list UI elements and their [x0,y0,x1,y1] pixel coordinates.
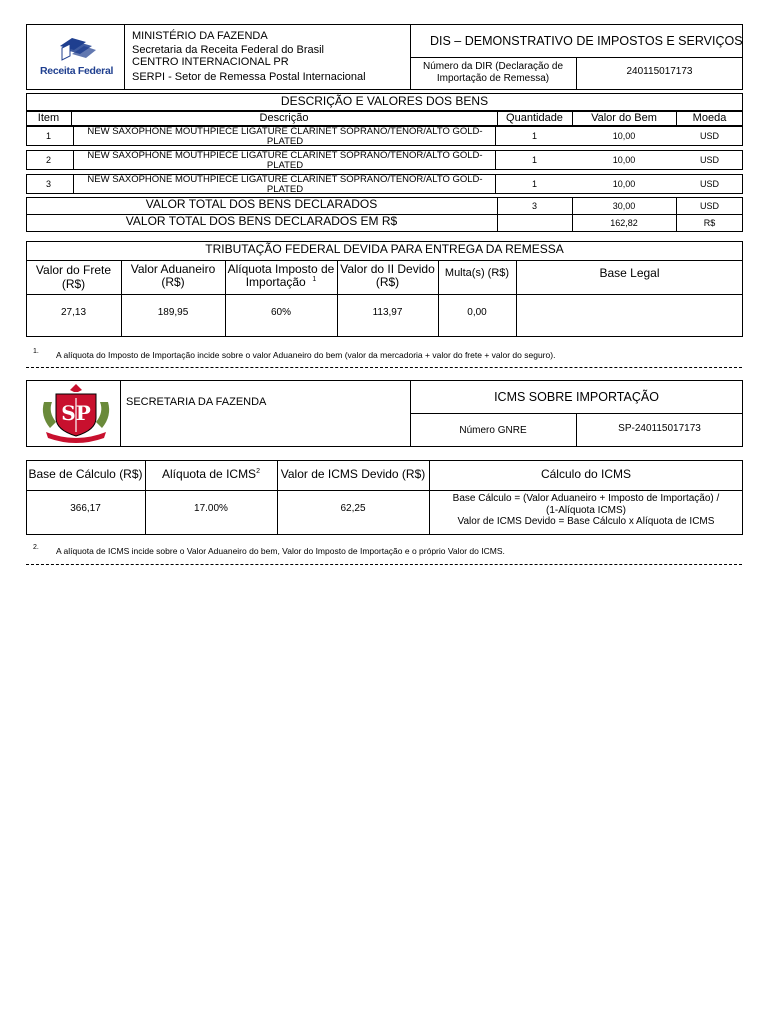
col-ii-2: (R$) [375,275,400,289]
sp-seal-logo [38,382,114,445]
goods-section-title: DESCRIÇÃO E VALORES DOS BENS [280,94,489,108]
total-brl-label: VALOR TOTAL DOS BENS DECLARADOS EM R$ [125,214,398,228]
page-title: DIS – DEMONSTRATIVO DE IMPOSTOS E SERVIÇOS [430,34,743,48]
col-calculo-icms: Cálculo do ICMS [540,467,632,481]
footnote-2-number: 2. [33,544,39,551]
row-description: NEW SAXOPHONE MOUTHPIECE LIGATURE CLARINET SOPRANO/TENOR/ALTO GOLD-PLATED [87,151,483,169]
org-secretaria: Secretaria da Receita Federal do Brasil [132,44,324,56]
col-frete-2: (R$) [61,277,86,291]
receita-logo-icon [36,36,116,64]
row-description: NEW SAXOPHONE MOUTHPIECE LIGATURE CLARINET SOPRANO/TENOR/ALTO GOLD-PLATED [87,175,483,193]
org-ministerio: MINISTÉRIO DA FAZENDA [132,30,268,42]
org-serpi: SERPI - Setor de Remessa Postal Internacional [132,71,366,83]
row-value: 10,00 [612,155,636,165]
col-aduaneiro-2: (R$) [161,275,185,289]
calc-line-3: Valor de ICMS Devido = Base Cálculo x Alíquota de ICMS [457,516,715,527]
gnre-label: Número GNRE [459,425,527,436]
total-brl-value: 162,82 [610,218,638,228]
row-item: 1 [45,131,51,141]
gnre-value: SP-240115017173 [618,423,701,434]
row-value: 10,00 [612,131,636,141]
col-base-calculo: Base de Cálculo (R$) [28,467,143,481]
logo-label: Receita Federal [40,65,114,77]
secretaria-fazenda: SECRETARIA DA FAZENDA [126,396,267,408]
value-aduaneiro: 189,95 [157,307,189,318]
footnote-1-number: 1. [33,348,39,355]
svg-text:SP: SP [61,401,91,425]
row-item: 3 [45,179,51,189]
footnote-1-text: A alíquota do Imposto de Importação incide sobre o valor Aduaneiro do bem (valor da mercadoria + valor do frete + valor do seguro). [56,350,556,360]
col-aduaneiro-1: Valor Aduaneiro [130,262,216,276]
total-quantity: 3 [531,201,537,211]
divider [26,564,742,565]
col-frete-1: Valor do Frete [35,263,112,277]
total-currency: USD [699,201,719,211]
total-brl-currency: R$ [703,218,716,228]
footnote-2-text: A alíquota de ICMS incide sobre o Valor Aduaneiro do bem, Valor do Imposto de Importação e o próprio Valor do ICMS. [56,546,505,556]
calc-line-1: Base Cálculo = (Valor Aduaneiro + Imposto de Importação) / [452,493,720,504]
row-quantity: 1 [531,131,537,141]
total-label: VALOR TOTAL DOS BENS DECLARADOS [145,197,378,211]
value-aliquota-icms: 17.00% [194,503,228,514]
value-ii: 113,97 [372,307,403,318]
sp-seal-icon [38,382,114,445]
col-valor-bem: Valor do Bem [591,112,657,124]
row-currency: USD [699,155,719,165]
col-quantidade: Quantidade [506,112,563,124]
col-aliquota-1: Alíquota Imposto de [227,262,335,276]
row-currency: USD [699,179,719,189]
dir-label-1: Número da DIR (Declaração de [422,61,564,72]
org-centro: CENTRO INTERNACIONAL PR [132,56,289,68]
col-multa: Multa(s) (R$) [444,267,510,279]
value-icms-devido: 62,25 [340,503,366,514]
dir-number: 240115017173 [626,66,693,77]
dir-label-2: Importação de Remessa) [436,73,550,84]
tributacao-title: TRIBUTAÇÃO FEDERAL DEVIDA PARA ENTREGA DA REMESSA [205,242,564,256]
receita-federal-logo [36,36,116,80]
col-icms-devido: Valor de ICMS Devido (R$) [280,467,426,481]
col-aliquota-icms: Alíquota de ICMS$^2$ [162,467,260,481]
total-value: 30,00 [612,201,636,211]
icms-title: ICMS SOBRE IMPORTAÇÃO [494,390,659,404]
col-descricao: Descrição [259,112,309,124]
col-aliquota-2: Importação $^1$ [245,275,317,289]
value-aliquota: 60% [270,307,291,318]
row-quantity: 1 [531,155,537,165]
row-value: 10,00 [612,179,636,189]
divider [26,367,742,368]
value-frete: 27,13 [60,307,87,318]
col-moeda: Moeda [692,112,727,124]
value-base-calculo: 366,17 [70,503,101,514]
calc-line-2: (1-Alíquota ICMS) [545,505,627,516]
row-currency: USD [699,131,719,141]
row-quantity: 1 [531,179,537,189]
row-item: 2 [45,155,51,165]
value-multa: 0,00 [467,307,487,318]
col-item: Item [37,112,60,124]
col-ii-1: Valor do II Devido [340,262,435,276]
col-base-legal: Base Legal [599,266,660,280]
row-description: NEW SAXOPHONE MOUTHPIECE LIGATURE CLARINET SOPRANO/TENOR/ALTO GOLD-PLATED [87,127,483,145]
